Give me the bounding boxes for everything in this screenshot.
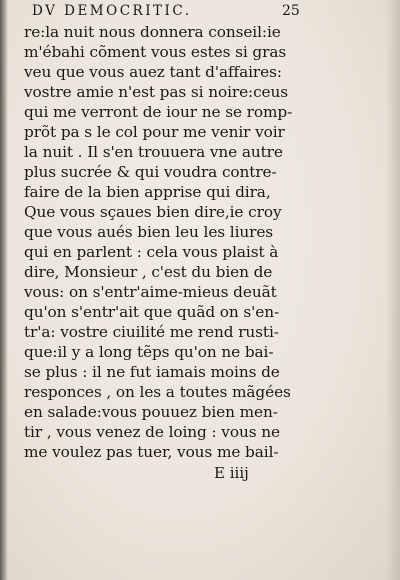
text-line: qui en parlent : cela vous plaist à (24, 243, 279, 261)
text-line: qu'on s'entr'ait que quãd on s'en- (24, 303, 280, 321)
page-edge (386, 0, 400, 580)
text-line: la nuit . Il s'en trouuera vne autre (24, 143, 283, 161)
text-line: qui me verront de iour ne se romp- (24, 103, 293, 121)
text-line: responces , on les a toutes mãgées (24, 383, 291, 401)
binding-edge-shadow (0, 0, 8, 580)
text-line: vous: on s'entr'aime-mieus deuãt (24, 283, 277, 301)
text-line: re:la nuit nous donnera conseil:ie (24, 23, 281, 41)
text-line: me voulez pas tuer, vous me bail- (24, 443, 279, 461)
text-line: dire, Monsieur , c'est du bien de (24, 263, 273, 281)
text-line: plus sucrée & qui voudra contre- (24, 163, 277, 181)
text-line: tr'a: vostre ciuilité me rend rusti- (24, 323, 279, 341)
signature-mark: E iiij (214, 464, 249, 482)
text-line: tir , vous venez de loing : vous ne (24, 423, 280, 441)
running-title: DV DEMOCRITIC. (32, 3, 192, 19)
running-head (24, 2, 386, 22)
page-number: 25 (282, 3, 300, 19)
text-line: en salade:vous pouuez bien men- (24, 403, 278, 421)
text-line: prõt pa s le col pour me venir voir (24, 123, 285, 141)
text-line: Que vous sçaues bien dire,ie croy (24, 203, 282, 221)
text-line: m'ébahi cõment vous estes si gras (24, 43, 287, 61)
text-line: veu que vous auez tant d'affaires: (24, 63, 282, 81)
text-line: que:il y a long tẽps qu'on ne bai- (24, 343, 274, 361)
signature-line (24, 462, 386, 484)
text-line: que vous aués bien leu les liures (24, 223, 274, 241)
text-line: faire de la bien apprise qui dira, (24, 183, 271, 201)
text-line: vostre amie n'est pas si noire:ceus (24, 83, 289, 101)
text-line: se plus : il ne fut iamais moins de (24, 363, 280, 381)
body-text (24, 22, 386, 462)
text-block (24, 2, 386, 484)
